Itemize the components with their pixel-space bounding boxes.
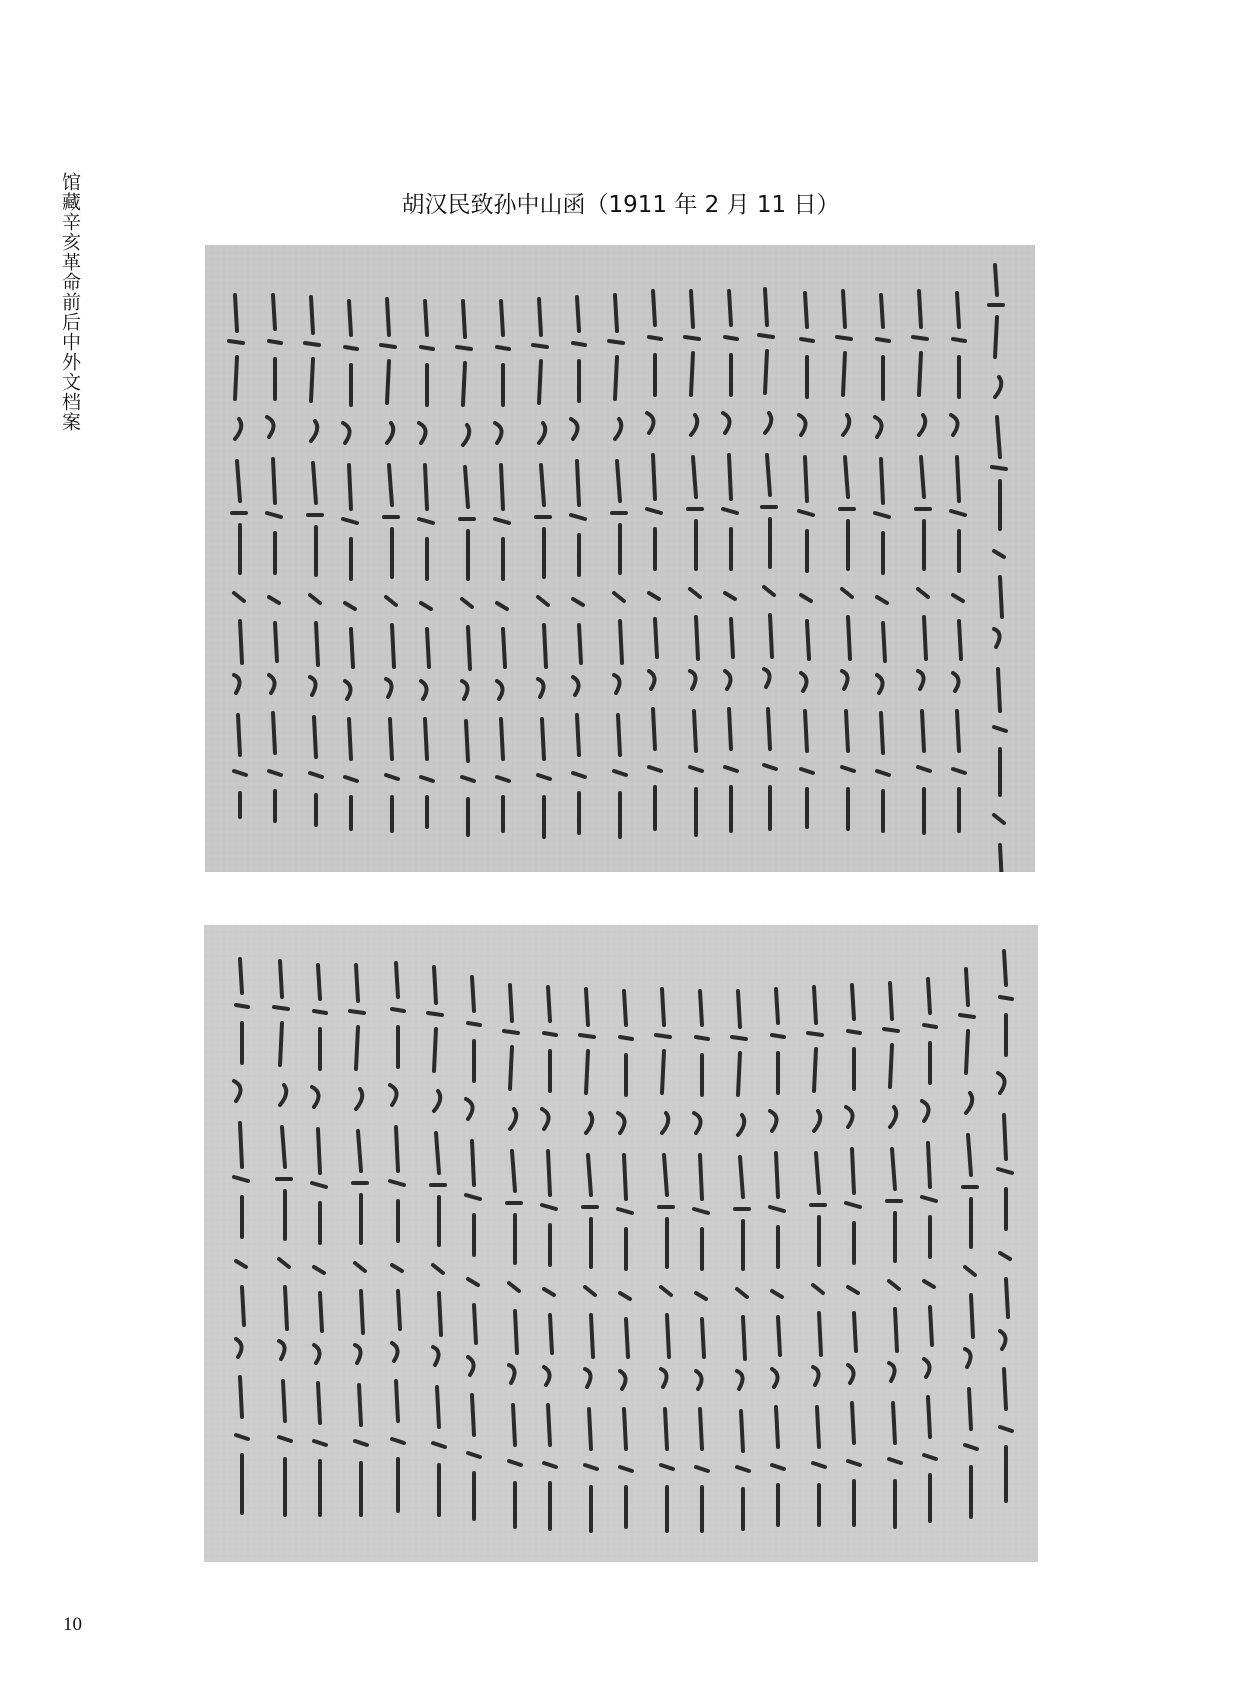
manuscript-icon	[204, 925, 1038, 1562]
manuscript-icon	[205, 245, 1035, 872]
page-number: 10	[63, 1614, 82, 1635]
book-title: 馆藏辛亥革命前后中外文档案	[59, 172, 81, 432]
handwritten-letter-page-2	[204, 925, 1038, 1562]
page-title: 胡汉民致孙中山函（1911 年 2 月 11 日）	[401, 192, 840, 218]
handwritten-letter-page-1	[205, 245, 1035, 872]
